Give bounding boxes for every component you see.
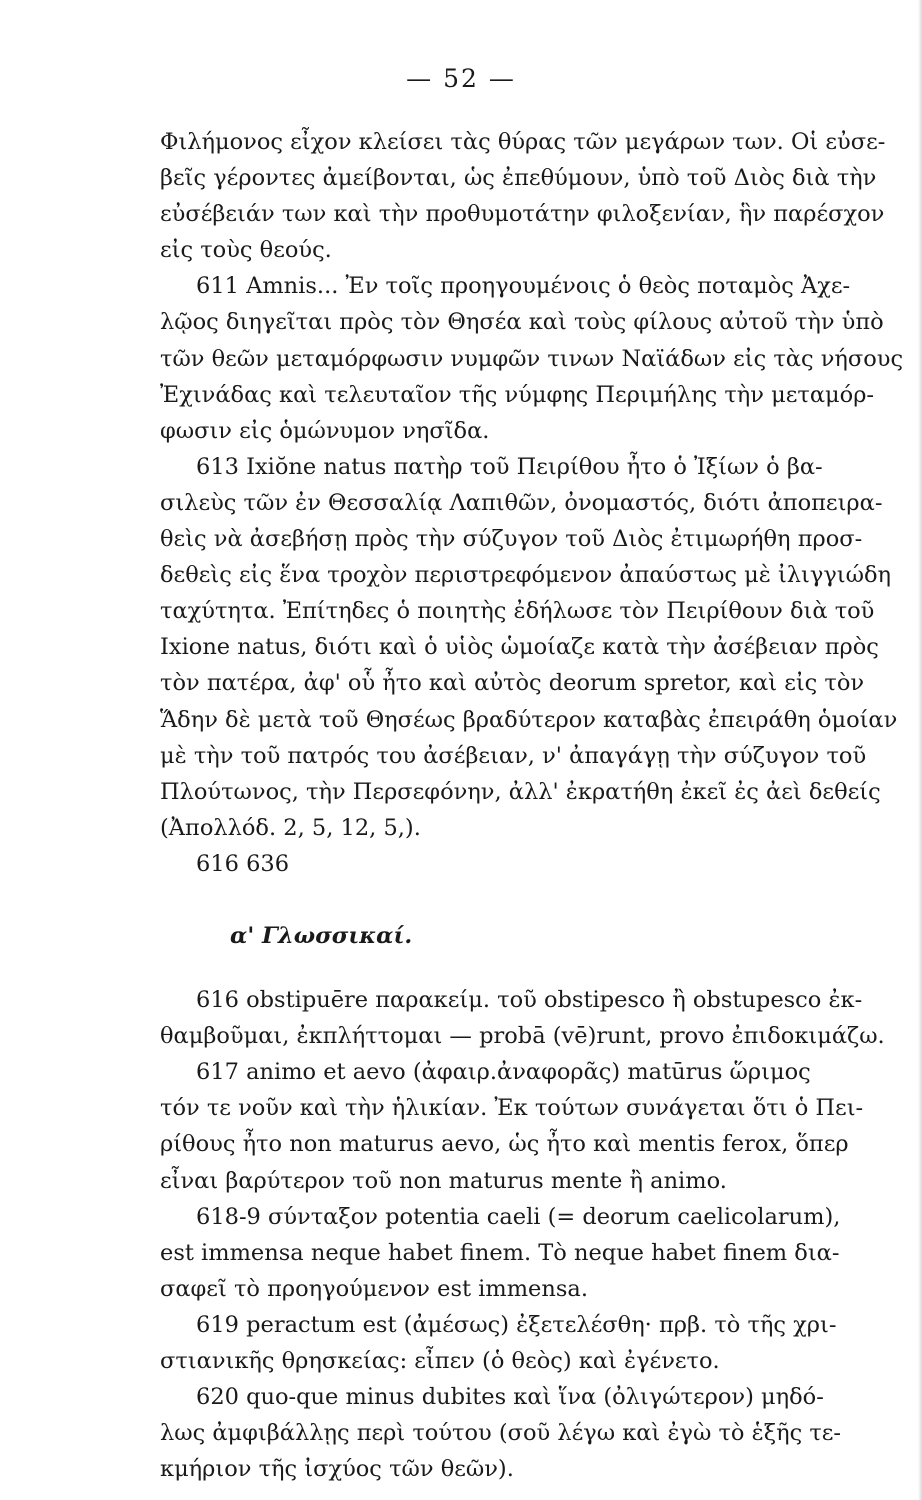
text-line: θεὶς νὰ ἀσεβήσῃ πρὸς τὴν σύζυγον τοῦ Διὸς ἐτιμωρήθη προσ-	[160, 526, 863, 553]
text-line: στιανικῆς θρησκείας: εἶπεν (ὁ θεὸς) καὶ ἐγένετο.	[160, 1348, 720, 1374]
text-line: Ἅδην δὲ μετὰ τοῦ Θησέως βραδύτερον καταβὰς ἐπειράθη ὁμοίαν	[160, 706, 898, 733]
note-618-9: 618-9 σύνταξον potentia caeli (= deorum caelicolarum),	[196, 1203, 841, 1230]
text-line: εἰς τοὺς θεούς.	[160, 237, 332, 264]
section-heading: α' Γλωσσικαί.	[230, 922, 413, 949]
page-number: — 52 —	[406, 64, 516, 93]
text-line: τὸν πατέρα, ἀφ' οὗ ἦτο καὶ αὐτὸς deorum spretor, καὶ εἰς τὸν	[160, 670, 865, 697]
page-edge-shadow	[918, 0, 922, 1500]
text-line: Φιλήμονος εἶχον κλείσει τὰς θύρας τῶν μεγάρων των. Οἱ εὐσε-	[160, 129, 886, 155]
note-617: 617 animo et aevo (ἀφαιρ.ἀναφορᾶς) matūrus ὥριμος	[196, 1059, 811, 1086]
note-619: 619 peractum est (ἀμέσως) ἐξετελέσθη· πρβ. τὸ τῆς χρι-	[196, 1311, 837, 1338]
text-line: φωσιν εἰς ὁμώνυμον νησῖδα.	[160, 417, 490, 444]
text-line: (Ἀπολλόδ. 2, 5, 12, 5,).	[160, 814, 421, 841]
note-613: 613 Ixiŏne natus πατὴρ τοῦ Πειρίθου ἦτο ὁ Ἰξίων ὁ βα-	[196, 453, 823, 480]
text-line: λῷος διηγεῖται πρὸς τὸν Θησέα καὶ τοὺς φίλους αὐτοῦ τὴν ὑπὸ	[160, 309, 884, 336]
text-line: ταχύτητα. Ἐπίτηδες ὁ ποιητὴς ἐδήλωσε τὸν Πειρίθουν διὰ τοῦ	[160, 598, 875, 625]
text-line: τόν τε νοῦν καὶ τὴν ἡλικίαν. Ἐκ τούτων συνάγεται ὅτι ὁ Πει-	[160, 1095, 864, 1122]
text-line: εἶναι βαρύτερον τοῦ non maturus mente ἢ animo.	[160, 1167, 727, 1194]
text-line: σαφεῖ τὸ προηγούμενον est immensa.	[160, 1275, 588, 1302]
note-620: 620 quo-que minus dubites καὶ ἵνα (ὀλιγώτερον) μηδό-	[196, 1384, 824, 1411]
text-line: δεθεὶς εἰς ἕνα τροχὸν περιστρεφόμενον ἀπαύστως μὲ ἰλιγγιώδη	[160, 562, 891, 589]
text-line: εὐσέβειάν των καὶ τὴν προθυμοτάτην φιλοξενίαν, ἣν παρέσχον	[160, 201, 885, 228]
text-line: λως ἀμφιβάλλῃς περὶ τούτου (σοῦ λέγω καὶ ἐγὼ τὸ ἑξῆς τε-	[160, 1420, 842, 1447]
text-line: est immensa neque habet finem. Τὸ neque habet finem δια-	[160, 1239, 840, 1266]
body-text	[160, 124, 920, 1487]
text-line: Ἐχινάδας καὶ τελευταῖον τῆς νύμφης Περιμήλης τὴν μεταμόρ-	[160, 381, 875, 408]
text-line: Ixione natus, διότι καὶ ὁ υἱὸς ὡμοίαζε κατὰ τὴν ἀσέβειαν πρὸς	[160, 634, 879, 661]
note-611: 611 Amnis... Ἐν τοῖς προηγουμένοις ὁ θεὸς ποταμὸς Ἀχε-	[196, 273, 851, 300]
text-line: σιλεὺς τῶν ἐν Θεσσαλίᾳ Λαπιθῶν, ὀνομαστός, διότι ἀποπειρα-	[160, 489, 883, 516]
text-line: ρίθους ἦτο non maturus aevo, ὡς ἦτο καὶ mentis ferox, ὅπερ	[160, 1131, 849, 1158]
text-line: βεῖς γέροντες ἀμείβονται, ὡς ἐπεθύμουν, ὑπὸ τοῦ Διὸς διὰ τὴν	[160, 165, 877, 192]
note-616-636: 616 636	[196, 850, 290, 877]
text-line: θαμβοῦμαι, ἐκπλήττομαι — probā (vē)runt, provo ἐπιδοκιμάζω.	[160, 1023, 885, 1050]
text-line: Πλούτωνος, τὴν Περσεφόνην, ἀλλ' ἐκρατήθη ἐκεῖ ἐς ἀεὶ δεθείς	[160, 778, 881, 805]
text-line: κμήριον τῆς ἰσχύος τῶν θεῶν).	[160, 1456, 514, 1483]
text-line: μὲ τὴν τοῦ πατρός του ἀσέβειαν, ν' ἀπαγάγῃ τὴν σύζυγον τοῦ	[160, 742, 867, 769]
text-line: τῶν θεῶν μεταμόρφωσιν νυμφῶν τινων Ναϊάδων εἰς τὰς νήσους	[160, 345, 904, 372]
note-616: 616 obstipuēre παρακείμ. τοῦ obstipesco ἢ obstupesco ἐκ-	[196, 987, 863, 1014]
